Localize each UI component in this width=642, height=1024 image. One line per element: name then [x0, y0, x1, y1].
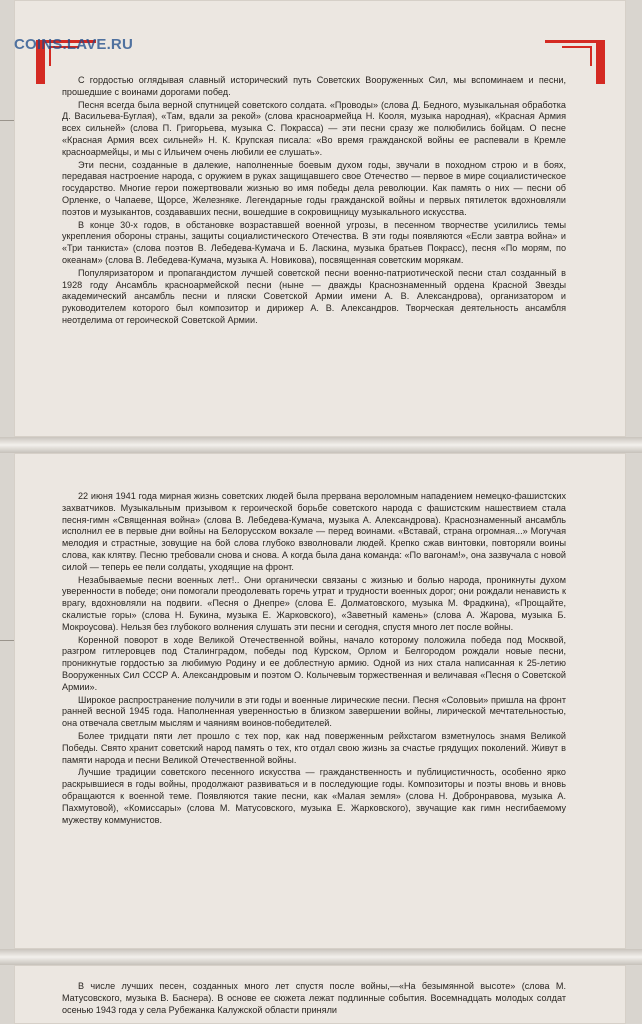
ornament-line	[590, 46, 592, 66]
paragraph: Незабываемые песни военных лет!.. Они органически связаны с жизнью и болью народа, проникнуты духом уверенности в победе; они помогали преодолевать горечь утрат и трудности военных дорог; они рождали ненависть к врагу, вдохновляли на подвиги. «Песня о Днепре» (слова Е. Долматовского, музыка М. Фрадкина), «Прощайте, скалистые горы» (слова Н. Букина, музыка Е. Жарковского), «Заветный камень» (слова А. Жарова, музыка Б. Мокроусова). Нельзя без глубокого волнения слушать эти песни и сегодня, спустя много лет после войны.	[62, 574, 566, 632]
edge-tick	[0, 120, 14, 121]
paragraph: Песня всегда была верной спутницей советского солдата. «Проводы» (слова Д. Бедного, музыкальная обработка Д. Васильева-Буглая), «Там, вдали за рекой» (слова красноармейца Н. Кооля, музыка народная), «Красная Армия всех сильней» (слова П. Григорьева, музыка С. Покрасса) — эти песни сразу же полюбились бойцам. О песне «Красная Армия всех сильней» Н. К. Крупская писала: «Во время гражданской войны ее распевали в Кремле красноармейцы, и мы с Ильичем очень любили ее слушать».	[62, 99, 566, 157]
site-watermark: COINS.LAVE.RU	[14, 36, 133, 53]
edge-tick	[0, 640, 14, 641]
panel-1-text	[62, 75, 566, 328]
page-fold-2	[0, 949, 642, 965]
paragraph: Коренной поворот в ходе Великой Отечественной войны, начало которому положила победа под Москвой, разгром гитлеровцев под Сталинградом, победы под Курском, Орлом и Белгородом рождали новые песни, проникнутые гордостью за любимую Родину и ее доблестную армию. Одной из них стала написанная к 25-летию Вооруженных Сил СССР А. Александровым и поэтом О. Колычевым торжественная и величавая «Песня о Советской Армии».	[62, 634, 566, 692]
paragraph: С гордостью оглядывая славный исторический путь Советских Вооруженных Сил, мы вспоминаем и песни, прошедшие с воинами дорогами побед.	[62, 75, 566, 97]
panel-2-text	[62, 491, 566, 827]
ornament-line	[562, 46, 592, 48]
panel-3-text	[62, 981, 566, 1017]
paragraph: В числе лучших песен, созданных много лет спустя после войны,—«На безымянной высоте» (слова М. Матусовского, музыка В. Баснера). В основе ее сюжета лежат подлинные события. Восемнадцать молодых солдат осенью 1943 года у села Рубежанка Калужской области приняли	[62, 981, 566, 1015]
paragraph: Популяризатором и пропагандистом лучшей советской песни военно-патриотической песни стал созданный в 1928 году Ансамбль красноармейской песни (ныне — дважды Краснознаменный ордена Красной Звезды академический ансамбль песни и пляски Советской Армии имени А. В. Александрова), организатором и руководителем которого был композитор и дирижер А. В. Александров. Творческая деятельность ансамбля неотделима от героической Советской Армии.	[62, 267, 566, 325]
page-fold-1	[0, 437, 642, 453]
paragraph: В конце 30-х годов, в обстановке возраставшей военной угрозы, в песенном творчестве усилились темы укрепления обороны страны, защиты социалистического Отечества. В эти годы появляются «Если завтра война» и «Три танкиста» (слова поэтов В. Лебедева-Кумача и Б. Ласкина, музыка братьев Покрасс), песня «По морям, по океанам» (слова В. Лебедева-Кумача, музыка А. Новикова), посвященная советским морякам.	[62, 219, 566, 265]
paragraph: 22 июня 1941 года мирная жизнь советских людей была прервана вероломным нападением немецко-фашистских захватчиков. Музыкальным призывом к героической борьбе советского народа с фашистским нашествием стала песня-гимн «Священная война» (слова В. Лебедева-Кумача, музыка А. Александрова). Краснознаменный ансамбль исполнил ее в первые дни войны на Белорусском вокзале — перед воинами. «Вставай, страна огромная...» Могучая мелодия и страстные, зовущие на бой слова глубоко взволновали людей. Крепко сжав винтовки, повторяли воины слова, как клятву. Песню требовали снова и снова. А когда была дана команда: «По вагонам!», она зазвучала с новой силой — теперь ее пели солдаты, уходящие на фронт.	[62, 491, 566, 572]
paragraph: Лучшие традиции советского песенного искусства — гражданственность и публицистичность, особенно ярко раскрывшиеся в годы войны, продолжают развиваться и в последующие годы. Композиторы и поэты вновь и вновь обращаются к военной теме. Появляются такие песни, как «Малая земля» (слова Н. Добронравова, музыка А. Пахмутовой), «Комиссары» (слова М. Матусовского, музыка Е. Жарковского), звучащие как гимн несгибаемому мужеству коммунистов.	[62, 767, 566, 825]
paragraph: Более тридцати пяти лет прошло с тех пор, как над поверженным рейхстагом взметнулось знамя Великой Победы. Свято хранит советский народ память о тех, кто отдал свою жизнь за счастье грядущих поколений. Живут в памяти народа и песни Великой Отечественной войны.	[62, 730, 566, 765]
ornament-bar	[596, 40, 605, 84]
paragraph: Широкое распространение получили в эти годы и военные лирические песни. Песня «Соловьи» пришла на фронт ранней весной 1945 года. Наполненная уверенностью в близком завершении войны, лирической мечтательностью, она отвечала светлым мыслям и чаяниям воинов-победителей.	[62, 694, 566, 729]
paragraph: Эти песни, созданные в далекие, наполненные боевым духом годы, звучали в походном строю и в боях, передавая настроение народа, с оружием в руках защищавшего свое Отечество — первое в мире социалистическое государство. Многие герои пожертвовали жизнью во имя победы дела революции. Как память о них — песни об Орленке, о Чапаеве, Щорсе, Железняке. Легендарные годы гражданской войны и первых пятилеток вдохновляли поэтов и музыкантов, создававших песни, вошедшие в сокровищницу музыкального искусства.	[62, 159, 566, 217]
